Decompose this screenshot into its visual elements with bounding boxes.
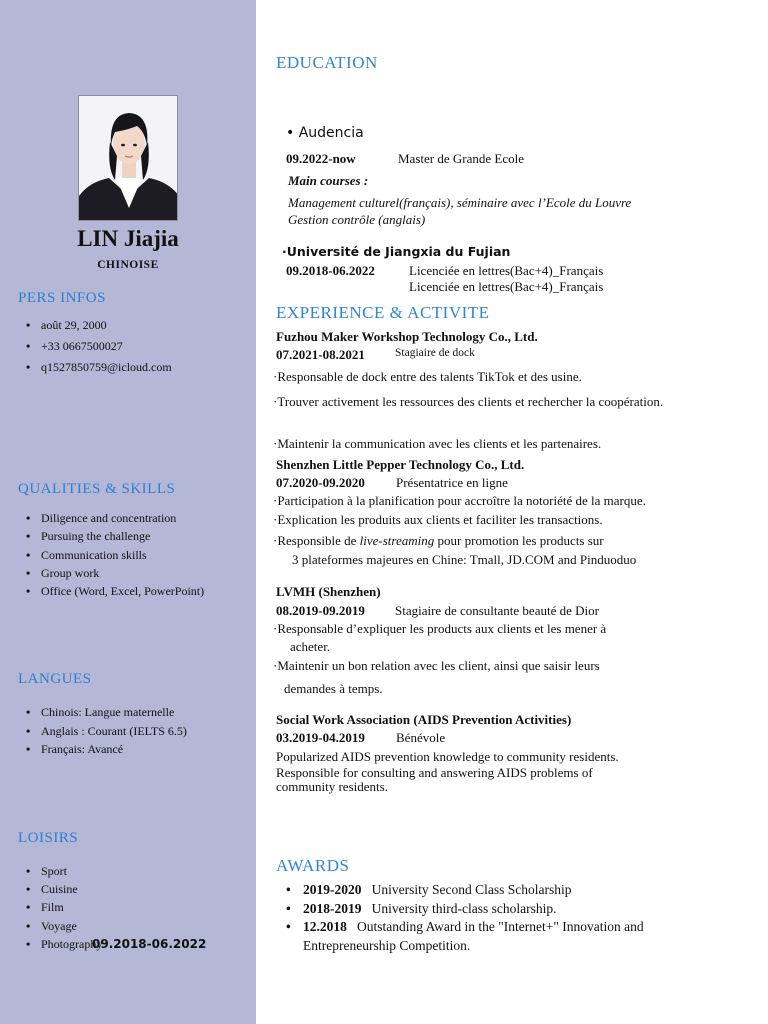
email-address: • q1527850759@icloud.com bbox=[26, 357, 172, 378]
qualities-heading: QUALITIES & SKILLS bbox=[18, 481, 176, 497]
skill-item: • Office (Word, Excel, PowerPoint) bbox=[26, 582, 204, 600]
award-date: 2019-2020 bbox=[303, 882, 362, 897]
fujian-degree: Licenciée en lettres(Bac+4)_Français bbox=[409, 263, 604, 278]
job-role: Stagiaire de dock bbox=[395, 347, 475, 359]
awards-heading: AWARDS bbox=[276, 856, 350, 875]
education-heading: EDUCATION bbox=[276, 53, 378, 72]
award-item bbox=[284, 881, 644, 900]
job-role: Bénévole bbox=[396, 730, 446, 745]
award-date: 2018-2019 bbox=[303, 900, 362, 916]
job-role: Présentatrice en ligne bbox=[396, 475, 508, 490]
hobby-item: • Film bbox=[26, 898, 102, 916]
school-fujian: ·Université de Jiangxia du Fujian bbox=[282, 244, 511, 259]
job-duty-emphasis: live-streaming bbox=[359, 533, 435, 548]
awards-list bbox=[284, 881, 644, 955]
language-item: • Anglais : Courant (IELTS 6.5) bbox=[26, 722, 187, 741]
job-duty: ·Responsable d’expliquer les products aux clients et les mener à bbox=[273, 621, 607, 636]
award-item bbox=[284, 900, 644, 919]
job-company: LVMH (Shenzhen) bbox=[276, 584, 381, 599]
job-duty: ·Maintenir la communication avec les clients et les partenaires. bbox=[273, 436, 602, 451]
award-item bbox=[284, 918, 644, 955]
nationality: CHINOISE bbox=[97, 259, 159, 271]
pers-infos-list bbox=[26, 315, 172, 378]
award-text: University Second Class Scholarship bbox=[371, 882, 572, 897]
award-text: University third-class scholarship. bbox=[371, 900, 557, 916]
job-duty: acheter. bbox=[290, 639, 331, 654]
job-duty bbox=[273, 533, 604, 549]
skill-item: • Pursuing the challenge bbox=[26, 527, 204, 545]
skill-item: • Diligence and concentration bbox=[26, 509, 204, 527]
fujian-date: 09.2018-06.2022 bbox=[286, 263, 375, 278]
award-date: 12.2018 bbox=[303, 919, 347, 934]
audencia-degree: Master de Grande Ecole bbox=[398, 151, 524, 166]
job-date: 07.2021-08.2021 bbox=[276, 347, 365, 362]
loisirs-heading: LOISIRS bbox=[18, 830, 79, 846]
langues-list bbox=[26, 703, 187, 759]
job-duty-text: ·Responsible de bbox=[273, 533, 360, 548]
hobby-item: • Photography bbox=[26, 935, 102, 953]
job-duty: ·Trouver activement les ressources des clients et rechercher la coopération. bbox=[273, 394, 664, 409]
birthdate: • août 29, 2000 bbox=[26, 315, 172, 336]
person-name: LIN Jiajia bbox=[77, 226, 179, 251]
experience-heading: EXPERIENCE & ACTIVITE bbox=[276, 303, 490, 322]
job-role: Stagiaire de consultante beauté de Dior bbox=[395, 603, 599, 618]
qualities-list bbox=[26, 509, 204, 600]
courses-label: Main courses : bbox=[288, 173, 369, 188]
pers-infos-heading: PERS INFOS bbox=[18, 290, 106, 306]
hobby-item: • Sport bbox=[26, 862, 102, 880]
skill-item: • Communication skills bbox=[26, 546, 204, 564]
courses-line: Management culturel(français), séminaire avec l’Ecole du Louvre bbox=[288, 195, 632, 210]
job-duty: community residents. bbox=[276, 779, 388, 794]
job-date: 08.2019-09.2019 bbox=[276, 603, 365, 618]
job-date: 07.2020-09.2020 bbox=[276, 475, 365, 490]
job-date: 03.2019-04.2019 bbox=[276, 730, 365, 745]
job-duty: demandes à temps. bbox=[284, 681, 383, 696]
job-duty: ·Responsable de dock entre des talents TikTok et des usine. bbox=[273, 369, 582, 384]
job-duty-text: pour promotion les products sur bbox=[434, 533, 604, 548]
job-company: Social Work Association (AIDS Prevention Activities) bbox=[276, 712, 572, 727]
language-item: • Chinois: Langue maternelle bbox=[26, 703, 187, 722]
courses-line: Gestion contrôle (anglais) bbox=[288, 212, 426, 227]
job-company: Fuzhou Maker Workshop Technology Co., Ltd. bbox=[276, 329, 538, 344]
award-text: Entrepreneurship Competition. bbox=[303, 937, 471, 953]
job-duty: Responsible for consulting and answering AIDS problems of bbox=[276, 765, 593, 780]
profile-photo bbox=[78, 95, 178, 221]
audencia-date: 09.2022-now bbox=[286, 151, 356, 166]
job-duty: 3 plateformes majeures en Chine: Tmall, JD.COM and Pinduoduo bbox=[292, 552, 637, 567]
job-company: Shenzhen Little Pepper Technology Co., Ltd. bbox=[276, 457, 525, 472]
school-audencia: • Audencia bbox=[286, 125, 364, 141]
fujian-degree: Licenciée en lettres(Bac+4)_Français bbox=[409, 279, 604, 294]
award-text: Outstanding Award in the "Internet+" Innovation and bbox=[357, 919, 644, 934]
loisirs-list bbox=[26, 862, 102, 953]
overlapping-date: 09.2018-06.2022 bbox=[92, 937, 207, 951]
hobby-item: • Voyage bbox=[26, 917, 102, 935]
phone-number: • +33 0667500027 bbox=[26, 336, 172, 357]
langues-heading: LANGUES bbox=[18, 671, 92, 687]
skill-item: • Group work bbox=[26, 564, 204, 582]
job-duty: ·Participation à la planification pour accroître la notoriété de la marque. bbox=[273, 493, 646, 508]
hobby-item: • Cuisine bbox=[26, 880, 102, 898]
language-item: • Français: Avancé bbox=[26, 740, 187, 759]
job-duty: ·Maintenir un bon relation avec les client, ainsi que saisir leurs bbox=[273, 658, 600, 673]
job-duty: Popularized AIDS prevention knowledge to community residents. bbox=[276, 749, 619, 764]
job-duty: ·Explication les produits aux clients et faciliter les transactions. bbox=[273, 512, 603, 527]
